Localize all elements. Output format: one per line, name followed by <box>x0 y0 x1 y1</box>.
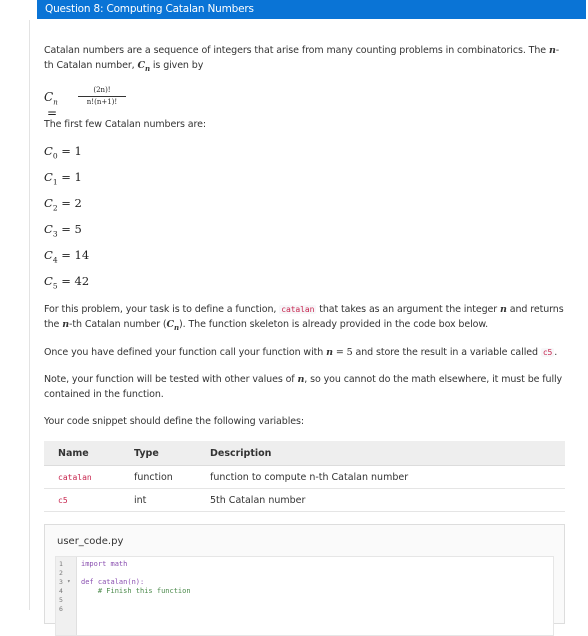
cell-type: int <box>134 489 210 512</box>
call-text-b: and store the result in a variable called <box>355 347 538 358</box>
code-line: import math <box>81 560 128 568</box>
task-text-d: the <box>44 319 60 330</box>
left-divider <box>29 20 30 610</box>
math-C: C <box>137 60 145 71</box>
task-function-name: catalan <box>281 305 315 314</box>
math-Cn: $C_n$ <box>166 319 179 332</box>
sequence-item: $C_1 = 1$ <box>44 170 82 187</box>
math-n: n <box>548 45 556 56</box>
call-text-a: Once you have defined your function call your function with <box>44 347 324 358</box>
call-variable-name: c5 <box>542 348 553 357</box>
formula-lhs <box>44 90 58 120</box>
call-paragraph <box>44 345 572 360</box>
intro-hyphen: - <box>555 45 560 56</box>
intro-paragraph <box>44 43 572 76</box>
math-n: n <box>297 374 305 385</box>
call-text-c: . <box>554 347 558 358</box>
snippet-intro <box>44 414 572 429</box>
task-text-f: ). The function skeleton is already provided in the code box below. <box>179 319 489 330</box>
table-header-row <box>44 441 565 466</box>
task-text-e: -th Catalan number ( <box>69 319 167 330</box>
seq-sub: 0 <box>52 151 58 161</box>
task-text-c: and returns <box>509 304 564 315</box>
seq-sub: 1 <box>52 177 58 187</box>
note-text-c: contained in the function. <box>44 389 164 400</box>
seq-sub: 2 <box>52 203 58 213</box>
line-number: 4 <box>59 587 63 595</box>
code-filename: user_code.py <box>57 536 124 547</box>
line-number: 1 <box>59 560 63 568</box>
code-line: # Finish this function <box>81 587 191 595</box>
seq-value: 14 <box>74 248 90 262</box>
sequence-item: $C_2 = 2$ <box>44 196 82 213</box>
seq-sub: 3 <box>52 229 58 239</box>
math-sub-n: n <box>174 322 179 332</box>
math-n: n <box>62 319 70 330</box>
seq-value: 5 <box>74 222 82 236</box>
formula-sub: n <box>53 98 58 107</box>
seq-value: 2 <box>74 196 82 210</box>
task-text-a: For this problem, your task is to define a function, <box>44 304 277 315</box>
sequence-item: $C_4 = 14$ <box>44 248 90 265</box>
seq-value: 1 <box>74 170 82 184</box>
math-n: n <box>326 347 333 358</box>
task-paragraph <box>44 302 572 335</box>
task-text-b: that takes as an argument the integer <box>319 304 498 315</box>
formula-denominator: n!(n+1)! <box>86 98 118 106</box>
table-row <box>44 489 565 512</box>
variables-table <box>44 441 565 512</box>
code-line: def catalan(n): <box>81 578 145 586</box>
seq-sub: 4 <box>52 255 58 265</box>
note-text-a: Note, your function will be tested with other values of <box>44 374 295 385</box>
line-number: 2 <box>59 569 63 577</box>
line-number: 5 <box>59 596 63 604</box>
cell-name: catalan <box>44 466 134 489</box>
seq-value: 1 <box>74 144 82 158</box>
sequence-item: $C_3 = 5$ <box>44 222 82 239</box>
sequence-item: $C_5 = 42$ <box>44 274 90 291</box>
note-text-b: , so you cannot do the math elsewhere, it must be fully <box>304 374 563 385</box>
call-eq: = 5 <box>335 347 353 358</box>
snippet-intro-text: Your code snippet should define the following variables: <box>44 416 304 427</box>
column-header-name: Name <box>44 441 134 466</box>
column-header-type: Type <box>134 441 210 466</box>
first-few-text <box>44 117 572 132</box>
line-number: 6 <box>59 605 63 613</box>
sequence-item: $C_0 = 1$ <box>44 144 82 161</box>
code-panel <box>44 524 565 624</box>
cell-name: c5 <box>44 489 134 512</box>
intro-text-3: is given by <box>152 60 204 71</box>
formula-eq: = <box>47 106 58 121</box>
math-n: n <box>500 304 507 315</box>
cell-type: function <box>134 466 210 489</box>
intro-text-1: Catalan numbers are a sequence of integers that arise from many counting problems in combinatorics. The <box>44 45 547 56</box>
intro-text-2: th Catalan number, <box>44 60 135 71</box>
formula-C: C <box>44 90 54 104</box>
question-title: Question 8: Computing Catalan Numbers <box>45 3 254 15</box>
note-paragraph <box>44 372 572 402</box>
fold-arrow-icon[interactable]: ▾ <box>67 578 71 585</box>
line-number: 3 <box>59 578 63 586</box>
seq-sub: 5 <box>52 281 58 291</box>
math-sub-n: n <box>144 63 150 73</box>
cell-description: function to compute n-th Catalan number <box>210 466 565 489</box>
seq-value: 42 <box>74 274 90 288</box>
question-header <box>37 0 586 19</box>
first-few-label: The first few Catalan numbers are: <box>44 119 206 130</box>
code-editor[interactable] <box>55 556 554 636</box>
cell-description: 5th Catalan number <box>210 489 565 512</box>
table-row <box>44 466 565 489</box>
formula-numerator: (2n)! <box>78 86 126 97</box>
formula-fraction <box>78 86 126 107</box>
column-header-description: Description <box>210 441 565 466</box>
